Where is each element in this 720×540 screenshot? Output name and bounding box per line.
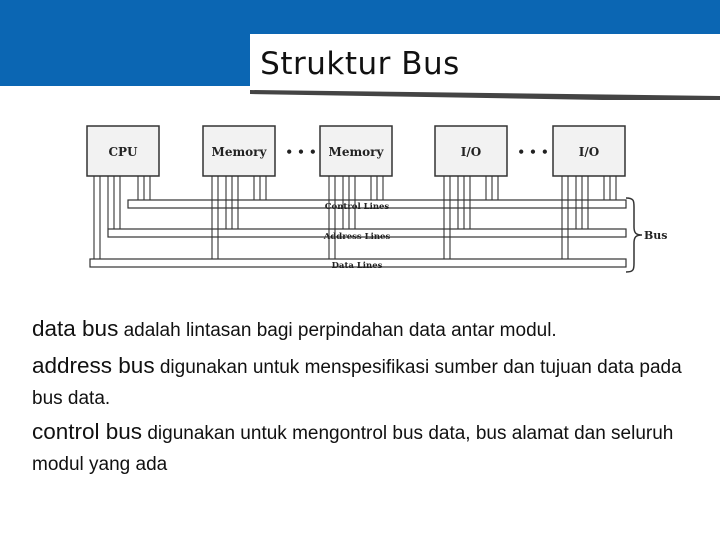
bus-structure-diagram bbox=[78, 115, 678, 285]
term: control bus bbox=[32, 419, 143, 444]
module-memory-2 bbox=[320, 126, 392, 176]
term: address bus bbox=[32, 353, 155, 378]
ellipsis-1: • • • bbox=[285, 145, 317, 159]
page-title: Struktur Bus bbox=[260, 46, 460, 82]
module-label: I/O bbox=[460, 145, 482, 159]
data-lines-label: Data Lines bbox=[331, 261, 383, 271]
bus-label: Bus bbox=[644, 229, 668, 242]
address-lines-label: Address Lines bbox=[323, 232, 391, 242]
description: digunakan untuk menspesifikasi sumber dan tujuan data pada bus data. bbox=[32, 357, 682, 409]
data-lines bbox=[90, 259, 626, 271]
module-label: Memory bbox=[211, 145, 267, 159]
module-io-2 bbox=[553, 126, 625, 176]
definition-control-bus bbox=[32, 417, 702, 481]
bus-brace bbox=[626, 198, 642, 272]
module-cpu bbox=[87, 126, 159, 176]
term: data bus bbox=[32, 316, 119, 341]
address-lines bbox=[108, 229, 626, 242]
module-label: CPU bbox=[108, 145, 138, 159]
control-lines bbox=[128, 200, 626, 212]
connectors bbox=[94, 176, 616, 259]
definition-data-bus bbox=[32, 316, 702, 345]
module-label: Memory bbox=[328, 145, 384, 159]
definition-address-bus bbox=[32, 351, 702, 415]
control-lines-label: Control Lines bbox=[324, 202, 390, 212]
description: adalah lintasan bagi perpindahan data antar modul. bbox=[118, 320, 557, 341]
module-io-1 bbox=[435, 126, 507, 176]
header bbox=[0, 0, 720, 100]
ellipsis-2: • • • bbox=[517, 145, 549, 159]
description: digunakan untuk mengontrol bus data, bus alamat dan seluruh modul yang ada bbox=[32, 423, 674, 475]
bus-diagram-svg bbox=[78, 115, 678, 280]
module-label: I/O bbox=[578, 145, 600, 159]
module-memory-1 bbox=[203, 126, 275, 176]
definitions bbox=[32, 316, 702, 481]
